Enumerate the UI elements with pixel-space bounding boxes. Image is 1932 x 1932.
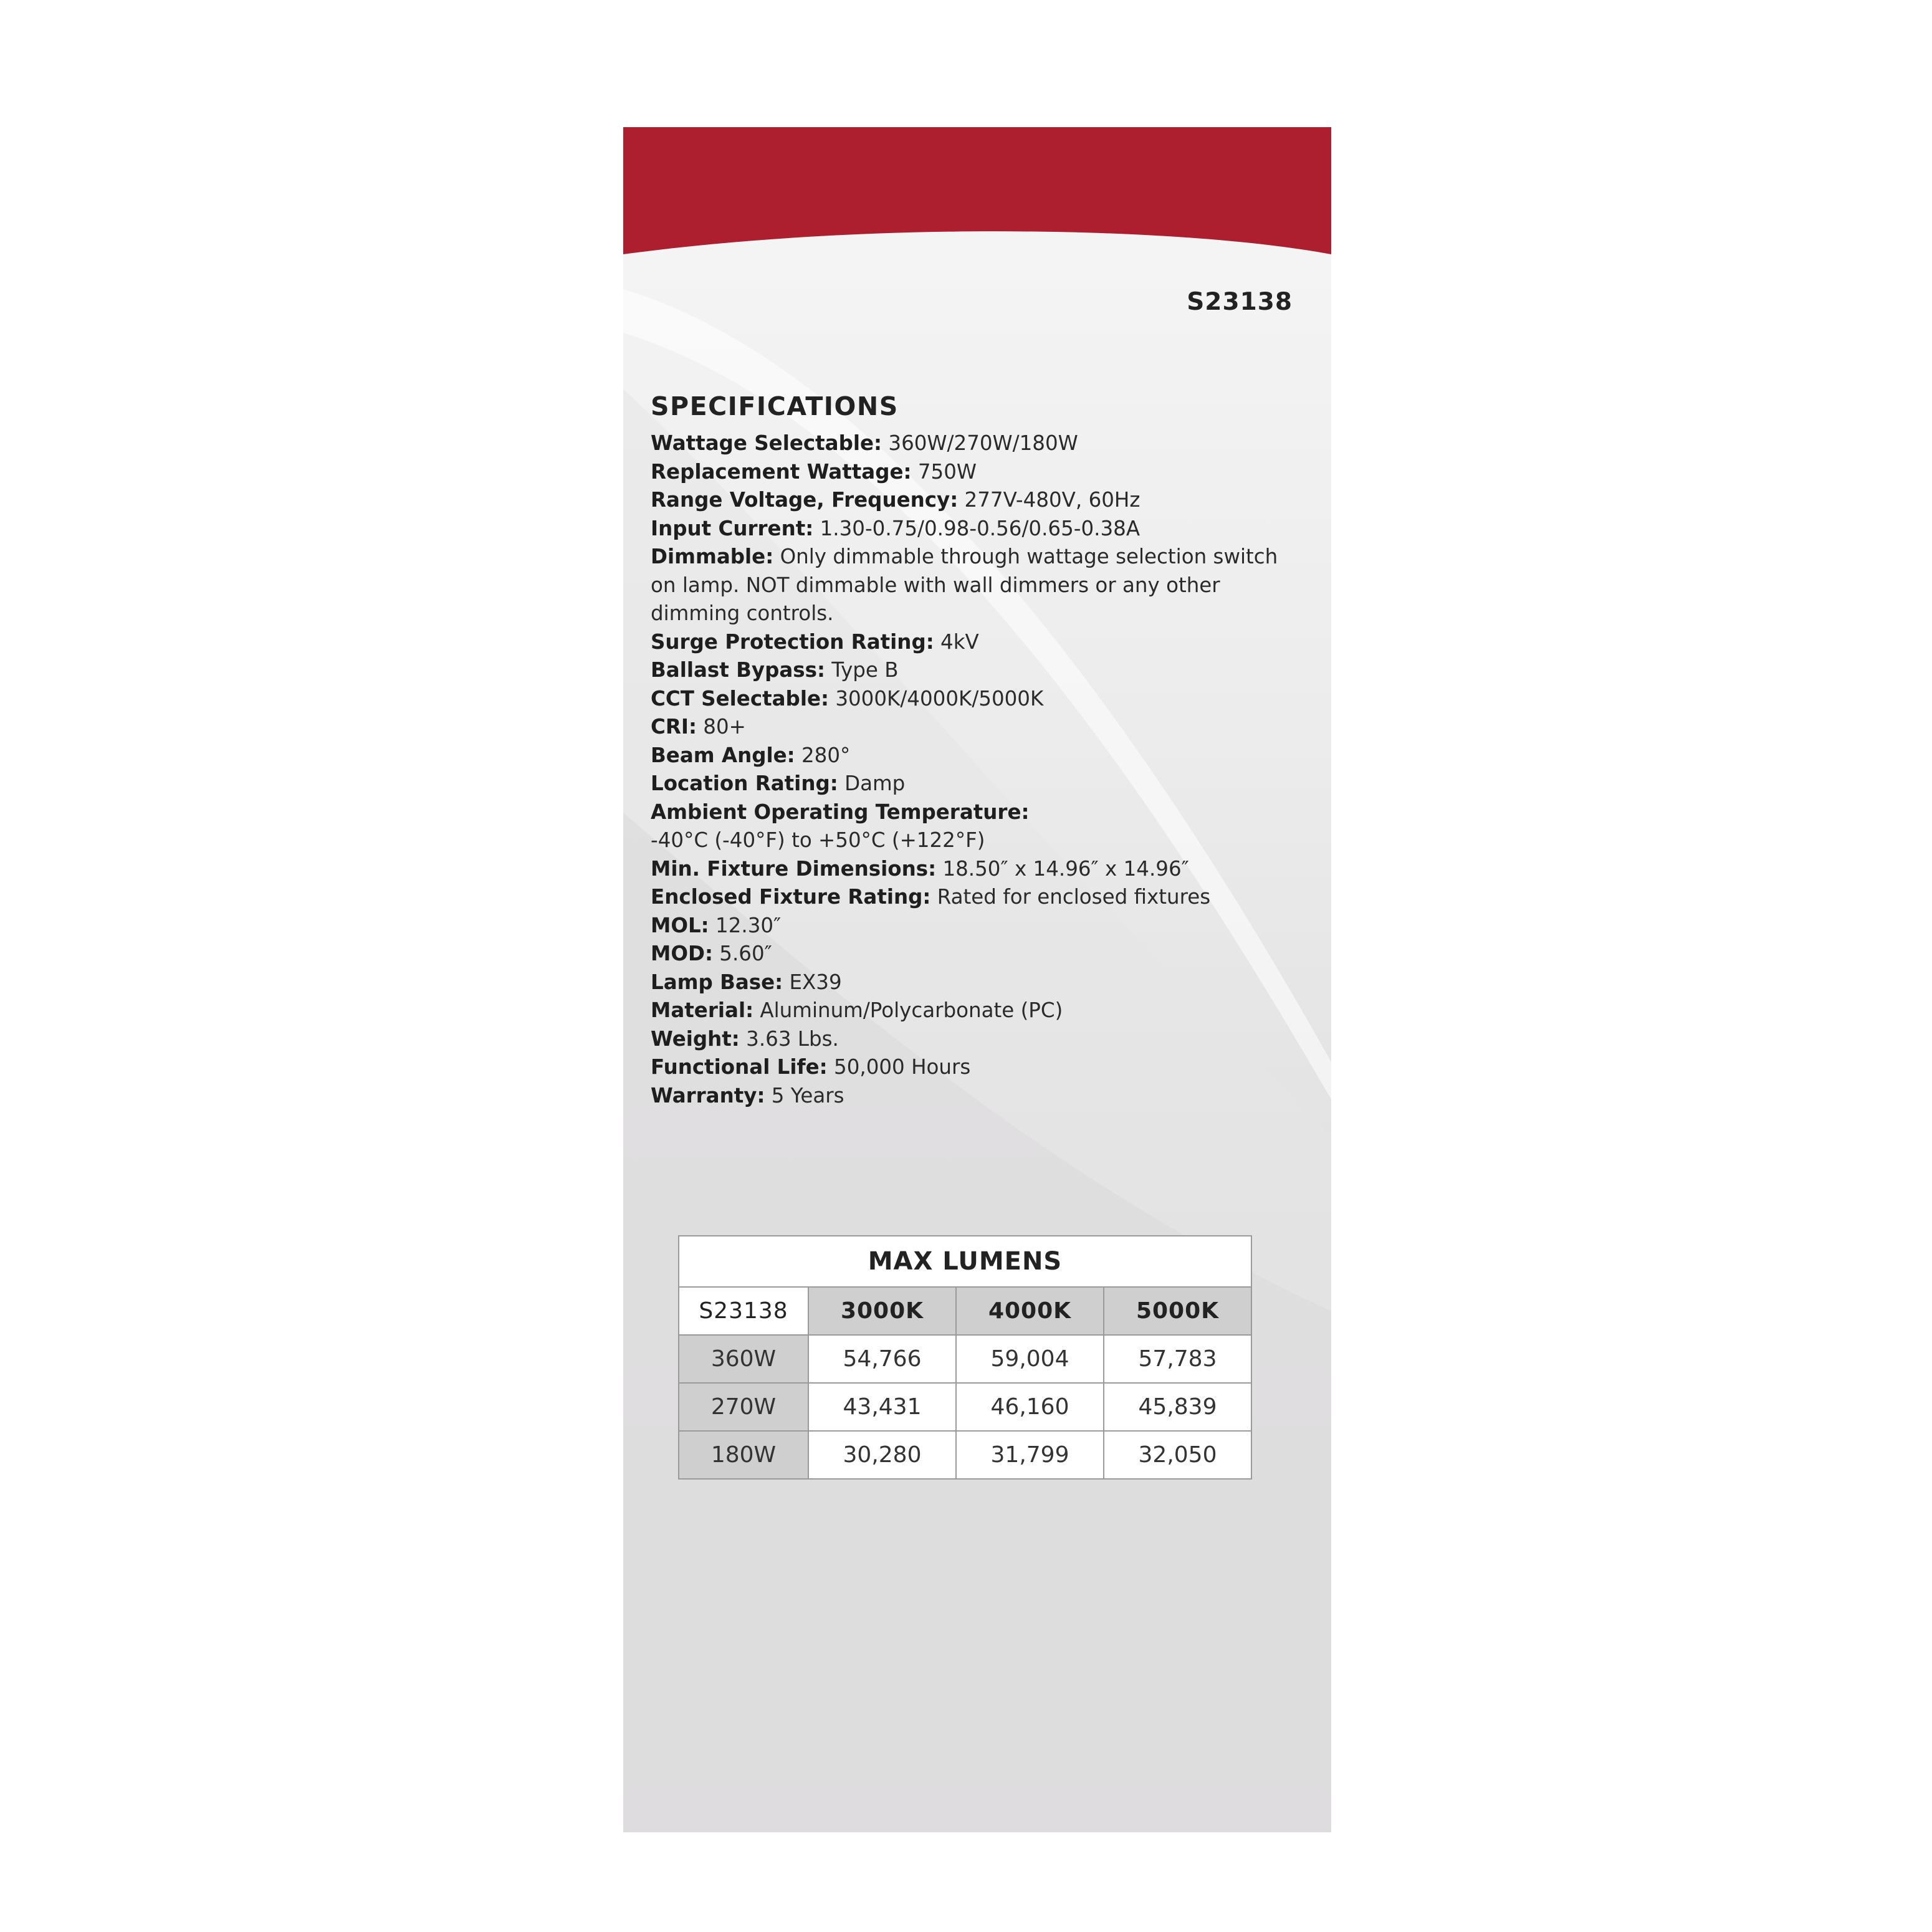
lumen-value-cell: 32,050 — [1104, 1431, 1251, 1479]
lumen-value-cell: 43,431 — [808, 1383, 956, 1431]
spec-value: 277V-480V, 60Hz — [958, 488, 1141, 512]
specifications-section — [651, 391, 1311, 1110]
red-header-band — [623, 127, 1331, 277]
spec-row — [651, 883, 1311, 912]
spec-value: 3.63 Lbs. — [739, 1026, 839, 1051]
spec-row — [651, 742, 1311, 770]
spec-value: EX39 — [783, 970, 842, 994]
lumen-value-cell: 59,004 — [956, 1335, 1104, 1383]
wattage-cell: 270W — [679, 1383, 808, 1431]
spec-value: 1.30-0.75/0.98-0.56/0.65-0.38A — [813, 516, 1141, 540]
spec-value: Only dimmable through wattage selection switch — [773, 545, 1278, 569]
spec-label: Enclosed Fixture Rating: — [651, 885, 931, 909]
spec-value: 4kV — [934, 629, 979, 654]
table-row — [679, 1431, 1251, 1479]
spec-label: MOL: — [651, 913, 709, 937]
lumen-value-cell: 31,799 — [956, 1431, 1104, 1479]
spec-row — [651, 912, 1311, 940]
specifications-title: SPECIFICATIONS — [651, 391, 899, 421]
cct-header-5000k: 5000K — [1104, 1287, 1251, 1335]
spec-row — [651, 997, 1311, 1025]
spec-label: Beam Angle: — [651, 743, 795, 767]
specifications-list — [651, 429, 1311, 1110]
spec-label: Location Rating: — [651, 772, 838, 796]
spec-row — [651, 685, 1311, 714]
max-lumens-table — [678, 1235, 1252, 1480]
spec-value: 280° — [795, 743, 851, 767]
lumens-table-title: MAX LUMENS — [679, 1236, 1251, 1287]
spec-label: Range Voltage, Frequency: — [651, 488, 959, 512]
spec-label: MOD: — [651, 942, 713, 966]
lumen-value-cell: 57,783 — [1104, 1335, 1251, 1383]
spec-row — [651, 798, 1311, 827]
spec-row — [651, 628, 1311, 657]
spec-label: Ballast Bypass: — [651, 658, 825, 682]
spec-row — [651, 968, 1311, 997]
spec-value: Aluminum/Polycarbonate (PC) — [753, 998, 1063, 1023]
spec-label: Ambient Operating Temperature: — [651, 800, 1030, 824]
spec-value: 3000K/4000K/5000K — [829, 686, 1044, 710]
lumens-model-header: S23138 — [679, 1287, 808, 1335]
spec-row — [651, 600, 1311, 628]
spec-value: 5.60″ — [712, 942, 772, 966]
spec-row — [651, 486, 1311, 515]
spec-value: 5 Years — [765, 1083, 844, 1107]
spec-row — [651, 1025, 1311, 1054]
lumens-header-row — [679, 1287, 1251, 1335]
lumen-value-cell: 46,160 — [956, 1383, 1104, 1431]
spec-row — [651, 713, 1311, 742]
lumen-value-cell: 30,280 — [808, 1431, 956, 1479]
spec-row — [651, 458, 1311, 487]
spec-row — [651, 940, 1311, 968]
cct-header-3000k: 3000K — [808, 1287, 956, 1335]
spec-value: 80+ — [696, 715, 746, 739]
wattage-cell: 180W — [679, 1431, 808, 1479]
spec-row — [651, 515, 1311, 543]
spec-row — [651, 855, 1311, 884]
spec-row — [651, 1082, 1311, 1111]
spec-value: 360W/270W/180W — [882, 431, 1078, 456]
model-code: S23138 — [1187, 288, 1293, 316]
spec-label: Min. Fixture Dimensions: — [651, 856, 937, 881]
lumen-value-cell: 45,839 — [1104, 1383, 1251, 1431]
spec-label: Wattage Selectable: — [651, 431, 882, 456]
spec-row — [651, 770, 1311, 798]
spec-label: Warranty: — [651, 1083, 765, 1107]
spec-row — [651, 656, 1311, 685]
spec-label: Lamp Base: — [651, 970, 783, 994]
table-row — [679, 1383, 1251, 1431]
lumen-value-cell: 54,766 — [808, 1335, 956, 1383]
spec-value: 750W — [911, 459, 977, 484]
spec-value: Damp — [838, 772, 906, 796]
spec-label: Material: — [651, 998, 754, 1023]
spec-value: on lamp. NOT dimmable with wall dimmers or any other — [651, 573, 1220, 597]
spec-row — [651, 429, 1311, 458]
spec-value: dimming controls. — [651, 601, 834, 626]
spec-value: Type B — [825, 658, 899, 682]
spec-row — [651, 571, 1311, 600]
wattage-cell: 360W — [679, 1335, 808, 1383]
spec-value: Rated for enclosed fixtures — [930, 885, 1211, 909]
spec-row — [651, 826, 1311, 855]
spec-label: CRI: — [651, 715, 697, 739]
spec-value: 18.50″ x 14.96″ x 14.96″ — [936, 856, 1189, 881]
spec-value: 12.30″ — [709, 913, 782, 937]
spec-value: -40°C (-40°F) to +50°C (+122°F) — [651, 828, 985, 853]
spec-row — [651, 543, 1311, 571]
spec-label: Weight: — [651, 1026, 740, 1051]
spec-label: Replacement Wattage: — [651, 459, 912, 484]
spec-row — [651, 1053, 1311, 1082]
spec-label: Functional Life: — [651, 1055, 828, 1079]
spec-value: 50,000 Hours — [827, 1055, 971, 1079]
spec-label: Dimmable: — [651, 545, 774, 569]
spec-label: Surge Protection Rating: — [651, 629, 934, 654]
table-row — [679, 1335, 1251, 1383]
product-box-panel — [623, 127, 1331, 1832]
spec-label: Input Current: — [651, 516, 814, 540]
cct-header-4000k: 4000K — [956, 1287, 1104, 1335]
spec-label: CCT Selectable: — [651, 686, 829, 710]
